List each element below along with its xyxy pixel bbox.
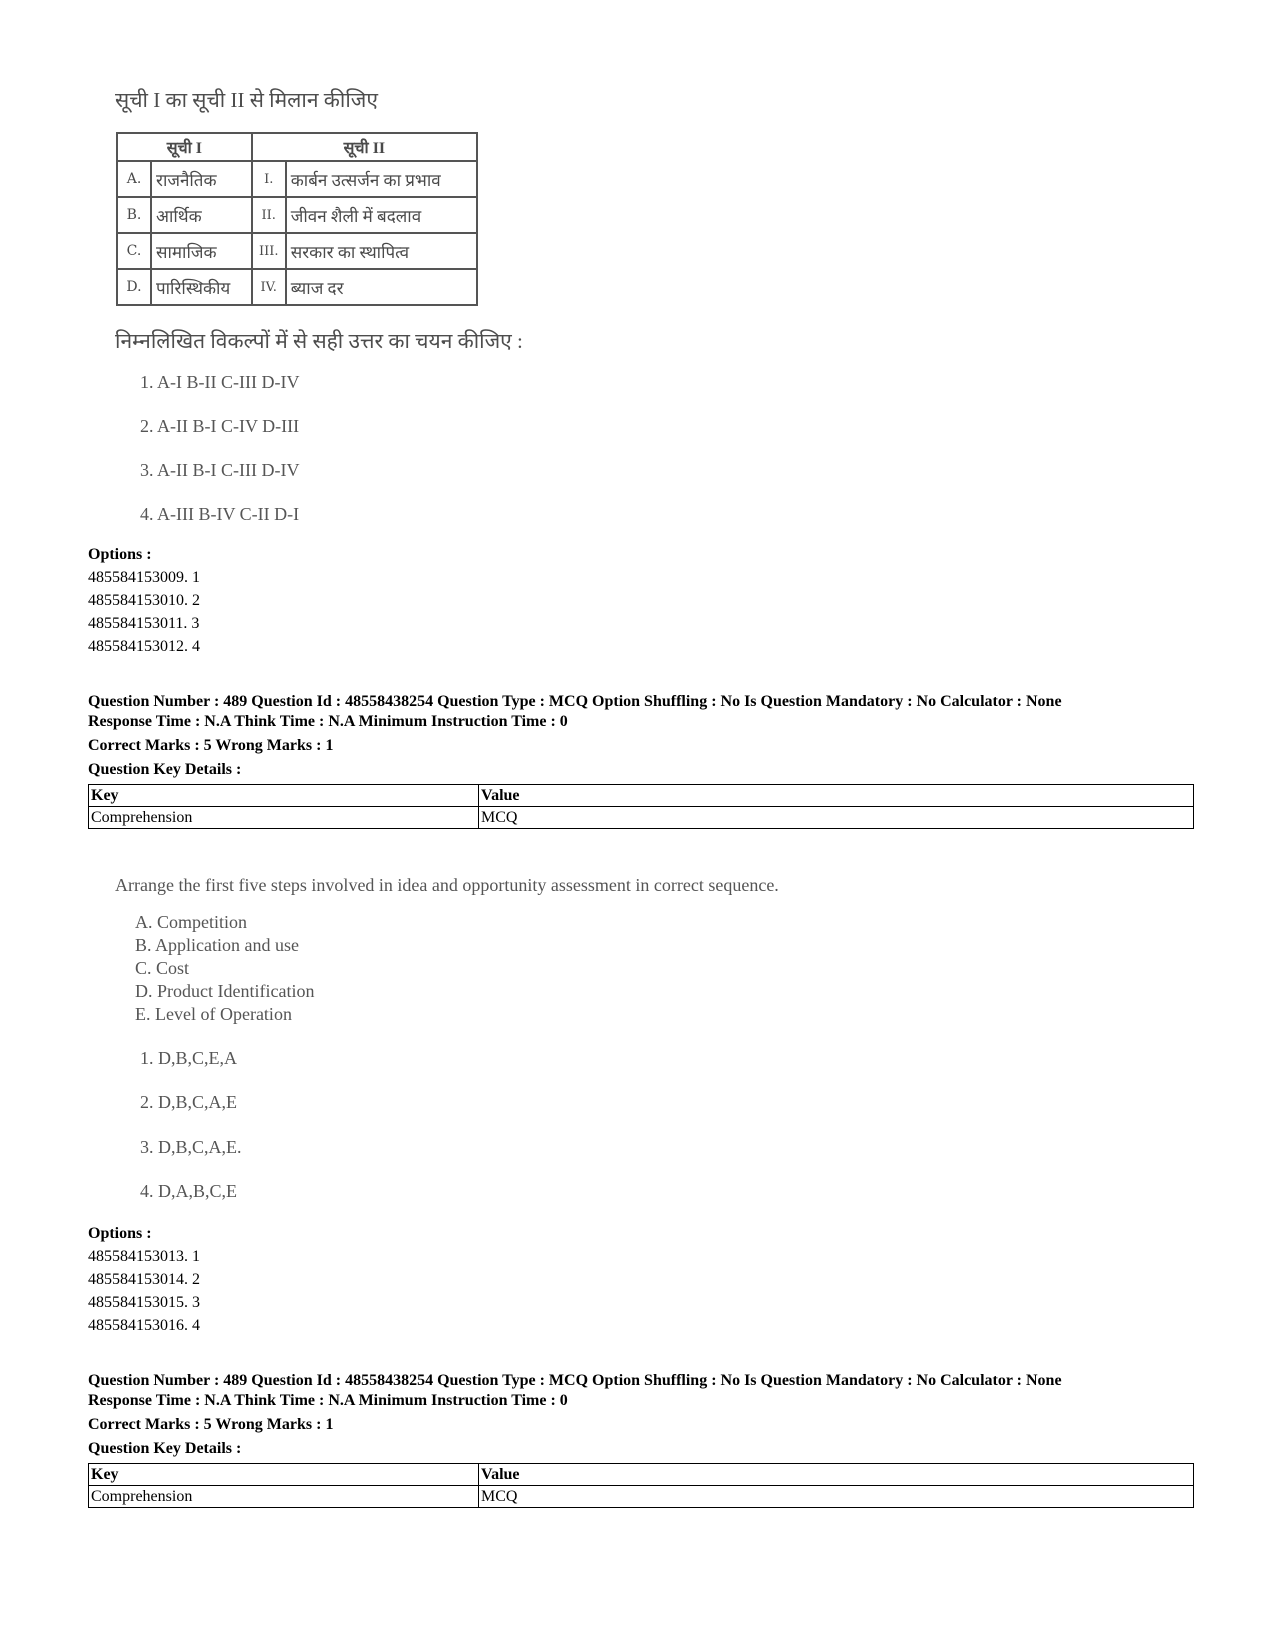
question-text: Arrange the first five steps involved in idea and opportunity assessment in correct sequence.: [115, 875, 779, 895]
value-header: Value: [479, 1464, 1194, 1486]
answer-choice: 2. A-II B-I C-IV D-III: [140, 416, 300, 436]
key-cell: Comprehension: [89, 807, 479, 829]
question-meta-line: Question Number : 489 Question Id : 48558438254 Question Type : MCQ Option Shuffling : No Is Question Mandatory : No Calculator : None: [88, 1372, 1062, 1389]
key-details-label: Question Key Details :: [88, 1440, 242, 1457]
row-roman: III.: [252, 233, 286, 269]
row-letter: B.: [117, 197, 151, 233]
key-table-row: [89, 1486, 1194, 1508]
answer-choice: 3. D,B,C,A,E.: [140, 1137, 242, 1157]
option-id: 485584153011. 3: [88, 615, 200, 632]
key-table-row: [89, 807, 1194, 829]
match-instruction-title: सूची I का सूची II से मिलान कीजिए: [115, 88, 378, 112]
row-roman: I.: [252, 161, 286, 197]
row-match: जीवन शैली में बदलाव: [286, 197, 477, 233]
value-cell: MCQ: [479, 807, 1194, 829]
key-details-table: [88, 784, 1194, 829]
answer-choice: 4. D,A,B,C,E: [140, 1181, 238, 1201]
row-item: सामाजिक: [151, 233, 252, 269]
key-header: Key: [89, 785, 479, 807]
match-table-row: [117, 197, 477, 233]
match-table-row: [117, 269, 477, 305]
step-item: B. Application and use: [135, 935, 299, 955]
value-header: Value: [479, 785, 1194, 807]
question-meta-line: Question Number : 489 Question Id : 48558438254 Question Type : MCQ Option Shuffling : No Is Question Mandatory : No Calculator : None: [88, 693, 1062, 710]
match-table-row: [117, 233, 477, 269]
step-item: A. Competition: [135, 912, 247, 932]
key-details-table: [88, 1463, 1194, 1508]
row-letter: C.: [117, 233, 151, 269]
value-cell: MCQ: [479, 1486, 1194, 1508]
key-table-header: [89, 785, 1194, 807]
row-letter: D.: [117, 269, 151, 305]
row-match: कार्बन उत्सर्जन का प्रभाव: [286, 161, 477, 197]
question-timing-line: Response Time : N.A Think Time : N.A Minimum Instruction Time : 0: [88, 1392, 568, 1409]
key-header: Key: [89, 1464, 479, 1486]
marks-line: Correct Marks : 5 Wrong Marks : 1: [88, 737, 334, 754]
option-id: 485584153014. 2: [88, 1271, 200, 1288]
match-table-header: [117, 133, 477, 161]
row-item: पारिस्थिकीय: [151, 269, 252, 305]
option-id: 485584153016. 4: [88, 1317, 200, 1334]
option-id: 485584153010. 2: [88, 592, 200, 609]
key-cell: Comprehension: [89, 1486, 479, 1508]
option-id: 485584153012. 4: [88, 638, 200, 655]
option-id: 485584153015. 3: [88, 1294, 200, 1311]
marks-line: Correct Marks : 5 Wrong Marks : 1: [88, 1416, 334, 1433]
answer-choice: 2. D,B,C,A,E: [140, 1092, 238, 1112]
option-id: 485584153013. 1: [88, 1248, 200, 1265]
option-id: 485584153009. 1: [88, 569, 200, 586]
step-item: D. Product Identification: [135, 981, 315, 1001]
row-roman: II.: [252, 197, 286, 233]
list-1-header: सूची I: [117, 133, 252, 161]
row-match: ब्याज दर: [286, 269, 477, 305]
options-label: Options :: [88, 1225, 152, 1242]
row-item: राजनैतिक: [151, 161, 252, 197]
key-table-header: [89, 1464, 1194, 1486]
list-2-header: सूची II: [252, 133, 477, 161]
row-item: आर्थिक: [151, 197, 252, 233]
answer-choice: 3. A-II B-I C-III D-IV: [140, 460, 300, 480]
key-details-label: Question Key Details :: [88, 761, 242, 778]
row-match: सरकार का स्थापित्व: [286, 233, 477, 269]
match-table: [116, 132, 478, 306]
match-table-row: [117, 161, 477, 197]
row-roman: IV.: [252, 269, 286, 305]
row-letter: A.: [117, 161, 151, 197]
options-label: Options :: [88, 546, 152, 563]
answer-choice: 1. D,B,C,E,A: [140, 1048, 238, 1068]
choose-answer-instruction: निम्नलिखित विकल्पों में से सही उत्तर का चयन कीजिए :: [115, 329, 523, 353]
step-item: E. Level of Operation: [135, 1004, 292, 1024]
answer-choice: 1. A-I B-II C-III D-IV: [140, 372, 300, 392]
answer-choice: 4. A-III B-IV C-II D-I: [140, 504, 300, 524]
question-timing-line: Response Time : N.A Think Time : N.A Minimum Instruction Time : 0: [88, 713, 568, 730]
step-item: C. Cost: [135, 958, 190, 978]
